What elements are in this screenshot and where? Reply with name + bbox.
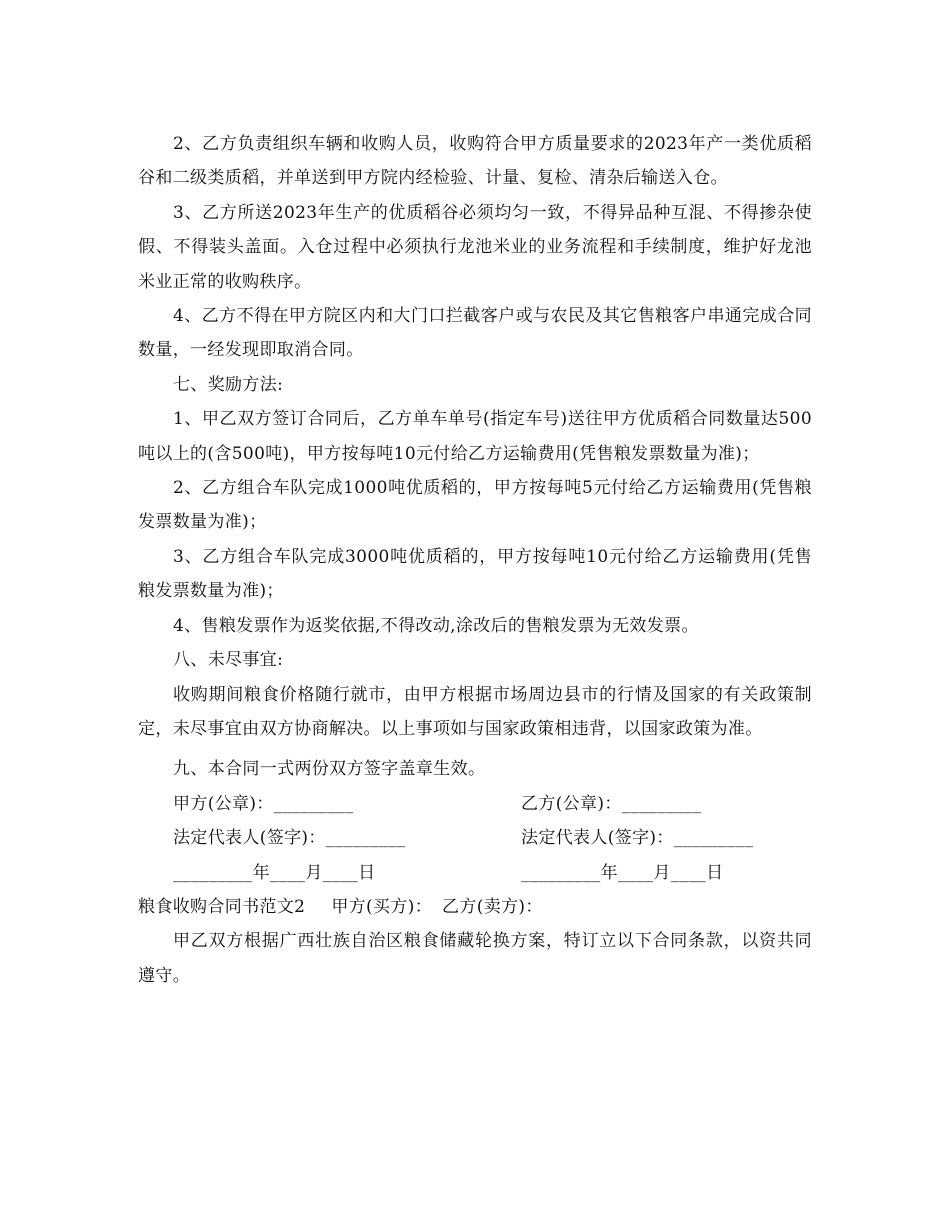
buyer-label: 甲方(买方)： <box>331 896 433 917</box>
clause-paragraph: 3、乙方所送2023年生产的优质稻谷必须均匀一致，不得异品种互混、不得掺杂使假、不得装头盖面。入仓过程中必须执行龙池米业的业务流程和手续制度，维护好龙池米业正常的收购秩序。 <box>138 202 812 292</box>
party-b-date: _________年____月____日 <box>521 862 724 883</box>
signature-row-seal <box>138 787 812 821</box>
next-contract-title: 粮食收购合同书范文2 <box>138 896 306 917</box>
section-heading: 八、未尽事宜: <box>173 650 284 671</box>
contract-intro-paragraph: 甲乙双方根据广西壮族自治区粮食储藏轮换方案，特订立以下合同条款，以资共同遵守。 <box>138 931 812 986</box>
party-b-representative: 法定代表人(签字)：_________ <box>521 828 754 849</box>
section-heading: 七、奖励方法: <box>173 374 284 395</box>
closing-statement: 九、本合同一式两份双方签字盖章生效。 <box>173 759 486 780</box>
clause-paragraph: 2、乙方组合车队完成1000吨优质稻的，甲方按每吨5元付给乙方运输费用(凭售粮发票数量为准)； <box>138 478 812 533</box>
party-a-representative: 法定代表人(签字)：_________ <box>173 828 406 849</box>
clause-paragraph: 4、乙方不得在甲方院区内和大门口拦截客户或与农民及其它售粮客户串通完成合同数量，一经发现即取消合同。 <box>138 306 812 361</box>
document-body <box>138 127 812 993</box>
clause-paragraph: 4、售粮发票作为返奖依据,不得改动,涂改后的售粮发票为无效发票。 <box>173 615 699 636</box>
signature-row-date <box>138 856 812 890</box>
party-a-seal: 甲方(公章)：_________ <box>173 793 354 814</box>
clause-paragraph: 3、乙方组合车队完成3000吨优质稻的，甲方按每吨10元付给乙方运输费用(凭售粮发票数量为准)； <box>138 546 812 602</box>
clause-paragraph: 1、甲乙双方签订合同后，乙方单车单号(指定车号)送往甲方优质稻合同数量达500吨以上的(含500吨)，甲方按每吨10元付给乙方运输费用(凭售粮发票数量为准)； <box>138 409 812 464</box>
next-contract-header <box>138 890 812 924</box>
clause-paragraph: 2、乙方负责组织车辆和收购人员，收购符合甲方质量要求的2023年产一类优质稻谷和二级类质稻，并单送到甲方院内经检验、计量、复检、清杂后输送入仓。 <box>138 134 812 189</box>
clause-paragraph: 收购期间粮食价格随行就市，由甲方根据市场周边县市的行情及国家的有关政策制定，未尽事宜由双方协商解决。以上事项如与国家政策相违背，以国家政策为准。 <box>138 684 812 739</box>
party-b-seal: 乙方(公章)：_________ <box>521 793 702 814</box>
seller-label: 乙方(卖方)： <box>442 896 543 917</box>
party-a-date: _________年____月____日 <box>173 862 376 883</box>
signature-row-representative <box>138 821 812 855</box>
